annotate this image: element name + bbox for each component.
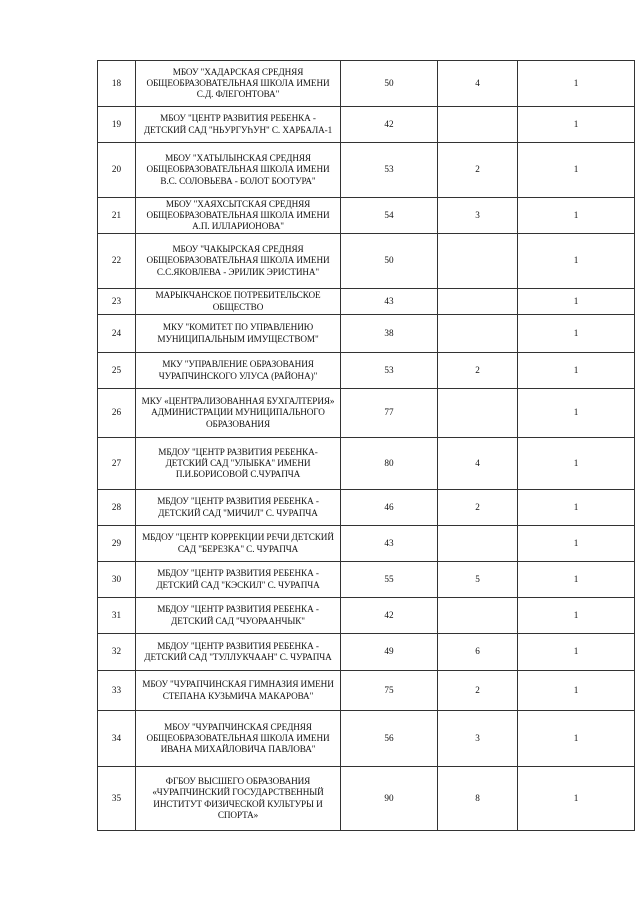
- table-row: [98, 61, 635, 107]
- row-number-cell: 29: [98, 526, 136, 562]
- row-number-cell: 28: [98, 490, 136, 526]
- value-b-cell: 2: [438, 143, 518, 198]
- value-b-cell: 3: [438, 711, 518, 767]
- organization-name-cell: МБОУ "ЧАКЫРСКАЯ СРЕДНЯЯ ОБЩЕОБРАЗОВАТЕЛЬНАЯ ШКОЛА ИМЕНИ С.С.ЯКОВЛЕВА - ЭРИЛИК ЭРИСТИНА": [136, 234, 341, 289]
- table-row: [98, 490, 635, 526]
- value-a-cell: 77: [341, 389, 438, 438]
- row-number-cell: 22: [98, 234, 136, 289]
- row-number-cell: 31: [98, 598, 136, 634]
- value-a-cell: 46: [341, 490, 438, 526]
- value-a-cell: 49: [341, 634, 438, 671]
- row-number-cell: 33: [98, 671, 136, 711]
- row-number-cell: 30: [98, 562, 136, 598]
- value-b-cell: [438, 389, 518, 438]
- table-row: [98, 711, 635, 767]
- value-b-cell: [438, 598, 518, 634]
- value-b-cell: [438, 526, 518, 562]
- organization-name-cell: МБДОУ "ЦЕНТР РАЗВИТИЯ РЕБЕНКА-ДЕТСКИЙ САД "УЛЫБКА" ИМЕНИ П.И.БОРИСОВОЙ С.ЧУРАПЧА: [136, 438, 341, 490]
- table-row: [98, 107, 635, 143]
- value-b-cell: 5: [438, 562, 518, 598]
- value-b-cell: 2: [438, 671, 518, 711]
- organization-name-cell: МКУ "УПРАВЛЕНИЕ ОБРАЗОВАНИЯ ЧУРАПЧИНСКОГО УЛУСА (РАЙОНА)": [136, 353, 341, 389]
- value-a-cell: 80: [341, 438, 438, 490]
- table-row: [98, 143, 635, 198]
- organization-name-cell: МБОУ "ЧУРАПЧИНСКАЯ ГИМНАЗИЯ ИМЕНИ СТЕПАНА КУЗЬМИЧА МАКАРОВА": [136, 671, 341, 711]
- value-b-cell: [438, 234, 518, 289]
- organization-name-cell: МБОУ "ХАДАРСКАЯ СРЕДНЯЯ ОБЩЕОБРАЗОВАТЕЛЬНАЯ ШКОЛА ИМЕНИ С.Д. ФЛЕГОНТОВА": [136, 61, 341, 107]
- value-b-cell: [438, 289, 518, 315]
- table-row: [98, 289, 635, 315]
- value-b-cell: 4: [438, 61, 518, 107]
- row-number-cell: 26: [98, 389, 136, 438]
- value-c-cell: 1: [518, 438, 635, 490]
- organization-name-cell: МБОУ "ХАЯХСЫТСКАЯ СРЕДНЯЯ ОБЩЕОБРАЗОВАТЕЛЬНАЯ ШКОЛА ИМЕНИ А.П. ИЛЛАРИОНОВА": [136, 198, 341, 234]
- organization-name-cell: МКУ "КОМИТЕТ ПО УПРАВЛЕНИЮ МУНИЦИПАЛЬНЫМ ИМУЩЕСТВОМ": [136, 315, 341, 353]
- value-b-cell: 2: [438, 353, 518, 389]
- row-number-cell: 34: [98, 711, 136, 767]
- value-a-cell: 38: [341, 315, 438, 353]
- organization-name-cell: МБОУ "ЧУРАПЧИНСКАЯ СРЕДНЯЯ ОБЩЕОБРАЗОВАТЕЛЬНАЯ ШКОЛА ИМЕНИ ИВАНА МИХАЙЛОВИЧА ПАВЛОВА": [136, 711, 341, 767]
- row-number-cell: 20: [98, 143, 136, 198]
- value-b-cell: 3: [438, 198, 518, 234]
- value-b-cell: 4: [438, 438, 518, 490]
- table-row: [98, 198, 635, 234]
- row-number-cell: 23: [98, 289, 136, 315]
- table-row: [98, 562, 635, 598]
- table-row: [98, 526, 635, 562]
- value-b-cell: 8: [438, 767, 518, 831]
- value-c-cell: 1: [518, 526, 635, 562]
- value-b-cell: 6: [438, 634, 518, 671]
- value-c-cell: 1: [518, 389, 635, 438]
- value-b-cell: [438, 107, 518, 143]
- table-row: [98, 767, 635, 831]
- row-number-cell: 32: [98, 634, 136, 671]
- value-c-cell: 1: [518, 711, 635, 767]
- organization-name-cell: МАРЫКЧАНСКОЕ ПОТРЕБИТЕЛЬСКОЕ ОБЩЕСТВО: [136, 289, 341, 315]
- value-c-cell: 1: [518, 490, 635, 526]
- value-c-cell: 1: [518, 634, 635, 671]
- value-a-cell: 90: [341, 767, 438, 831]
- table-row: [98, 353, 635, 389]
- organization-name-cell: МБДОУ "ЦЕНТР РАЗВИТИЯ РЕБЕНКА - ДЕТСКИЙ САД "ЧУОРААНЧЫК": [136, 598, 341, 634]
- table-row: [98, 389, 635, 438]
- value-c-cell: 1: [518, 671, 635, 711]
- row-number-cell: 19: [98, 107, 136, 143]
- organizations-table: [97, 60, 635, 831]
- table-row: [98, 634, 635, 671]
- table-row: [98, 234, 635, 289]
- table-row: [98, 598, 635, 634]
- organization-name-cell: МКУ «ЦЕНТРАЛИЗОВАННАЯ БУХГАЛТЕРИЯ» АДМИНИСТРАЦИИ МУНИЦИПАЛЬНОГО ОБРАЗОВАНИЯ: [136, 389, 341, 438]
- row-number-cell: 27: [98, 438, 136, 490]
- table-row: [98, 671, 635, 711]
- value-a-cell: 43: [341, 289, 438, 315]
- value-c-cell: 1: [518, 767, 635, 831]
- value-b-cell: [438, 315, 518, 353]
- value-a-cell: 43: [341, 526, 438, 562]
- value-c-cell: 1: [518, 353, 635, 389]
- value-a-cell: 50: [341, 234, 438, 289]
- row-number-cell: 24: [98, 315, 136, 353]
- table-row: [98, 438, 635, 490]
- row-number-cell: 21: [98, 198, 136, 234]
- table-row: [98, 315, 635, 353]
- organization-name-cell: МБОУ "ЦЕНТР РАЗВИТИЯ РЕБЕНКА - ДЕТСКИЙ САД "НЬУРГУҺУН" С. ХАРБАЛА-1: [136, 107, 341, 143]
- organization-name-cell: МБОУ "ХАТЫЛЫНСКАЯ СРЕДНЯЯ ОБЩЕОБРАЗОВАТЕЛЬНАЯ ШКОЛА ИМЕНИ В.С. СОЛОВЬЕВА - БОЛОТ БООТУРА": [136, 143, 341, 198]
- table-body: [98, 61, 635, 831]
- value-c-cell: 1: [518, 289, 635, 315]
- value-a-cell: 56: [341, 711, 438, 767]
- value-c-cell: 1: [518, 562, 635, 598]
- row-number-cell: 18: [98, 61, 136, 107]
- value-a-cell: 53: [341, 353, 438, 389]
- organization-name-cell: МБДОУ "ЦЕНТР РАЗВИТИЯ РЕБЕНКА - ДЕТСКИЙ САД "МИЧИЛ" С. ЧУРАПЧА: [136, 490, 341, 526]
- value-a-cell: 42: [341, 107, 438, 143]
- value-a-cell: 53: [341, 143, 438, 198]
- value-b-cell: 2: [438, 490, 518, 526]
- organization-name-cell: МБДОУ "ЦЕНТР КОРРЕКЦИИ РЕЧИ ДЕТСКИЙ САД "БЕРЕЗКА" С. ЧУРАПЧА: [136, 526, 341, 562]
- value-c-cell: 1: [518, 143, 635, 198]
- row-number-cell: 35: [98, 767, 136, 831]
- value-c-cell: 1: [518, 234, 635, 289]
- value-c-cell: 1: [518, 61, 635, 107]
- value-a-cell: 50: [341, 61, 438, 107]
- organization-name-cell: МБДОУ "ЦЕНТР РАЗВИТИЯ РЕБЕНКА - ДЕТСКИЙ САД "КЭСКИЛ" С. ЧУРАПЧА: [136, 562, 341, 598]
- row-number-cell: 25: [98, 353, 136, 389]
- value-a-cell: 75: [341, 671, 438, 711]
- value-a-cell: 54: [341, 198, 438, 234]
- value-c-cell: 1: [518, 598, 635, 634]
- value-c-cell: 1: [518, 315, 635, 353]
- value-a-cell: 55: [341, 562, 438, 598]
- organization-name-cell: МБДОУ "ЦЕНТР РАЗВИТИЯ РЕБЕНКА - ДЕТСКИЙ САД "ТУЛЛУКЧААН" С. ЧУРАПЧА: [136, 634, 341, 671]
- value-a-cell: 42: [341, 598, 438, 634]
- value-c-cell: 1: [518, 198, 635, 234]
- organization-name-cell: ФГБОУ ВЫСШЕГО ОБРАЗОВАНИЯ «ЧУРАПЧИНСКИЙ ГОСУДАРСТВЕННЫЙ ИНСТИТУТ ФИЗИЧЕСКОЙ КУЛЬТУРЫ И СПОРТА»: [136, 767, 341, 831]
- value-c-cell: 1: [518, 107, 635, 143]
